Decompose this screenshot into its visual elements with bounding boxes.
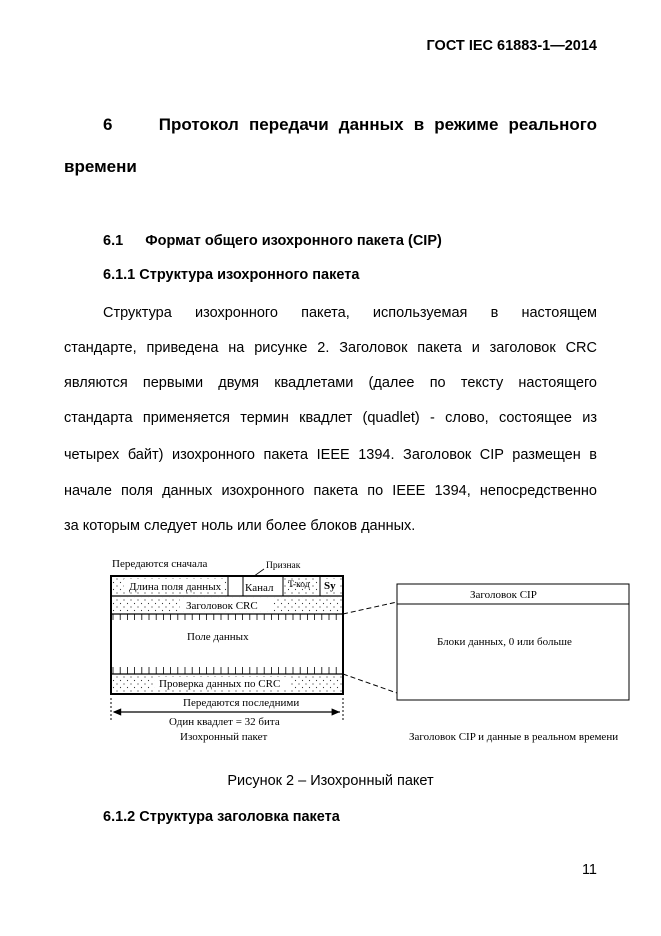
caption-right: Заголовок CIP и данные в реальном времени (409, 731, 619, 743)
sent-first-label: Передаются сначала (112, 558, 208, 570)
subsubsection-heading-1: 6.1.1 Структура изохронного пакета (103, 267, 360, 283)
paragraph-line: Структура изохронного пакета, используемая в настоящем (103, 305, 597, 321)
section-number: 6 (103, 115, 113, 134)
sy-field: Sy (324, 580, 336, 592)
subsubsection-heading-2: 6.1.2 Структура заголовка пакета (103, 809, 340, 825)
channel-field: Канал (245, 582, 274, 594)
data-length-field: Длина поля данных (129, 581, 222, 593)
section-heading-line2: времени (64, 157, 137, 176)
expand-line-bottom (343, 674, 397, 693)
section-title: Протокол передачи данных в режиме реального (158, 115, 597, 134)
tick-row-bottom (113, 667, 336, 674)
tag-label: Признак (266, 561, 301, 571)
paragraph-line: являются первыми двумя квадлетами (далее по тексту настоящего (64, 375, 597, 391)
figure-caption: Рисунок 2 – Изохронный пакет (227, 773, 434, 789)
paragraph-line: стандарте, приведена на рисунке 2. Заголовок пакета и заголовок CRC (64, 340, 597, 356)
expand-line-top (343, 602, 397, 614)
cip-header-label: Заголовок CIP (470, 589, 537, 601)
data-crc-label: Проверка данных по CRC (159, 678, 281, 690)
tcode-field: T-код (288, 580, 310, 590)
subsection-number: 6.1 (103, 233, 124, 249)
data-field-label: Поле данных (187, 631, 249, 643)
cip-blocks-label: Блоки данных, 0 или больше (437, 636, 572, 648)
caption-left: Изохронный пакет (180, 731, 268, 743)
standard-code: ГОСТ IEC 61883-1—2014 (426, 38, 597, 54)
paragraph-line: начале поля данных изохронного пакета по IEEE 1394, непосредственно (64, 483, 597, 499)
sent-last-label: Передаются последними (183, 697, 300, 709)
paragraph-line: стандарта применяется термин квадлет (quadlet) - слово, состоящее из (64, 410, 597, 426)
tick-row-top (113, 614, 336, 620)
paragraph-line: за которым следует ноль или более блоков данных. (64, 518, 416, 534)
paragraph-line: четырех байт) изохронного пакета IEEE 1394. Заголовок CIP размещен в (64, 447, 597, 463)
subsection-title: Формат общего изохронного пакета (CIP) (145, 233, 442, 249)
header-crc-label: Заголовок CRC (186, 600, 258, 612)
quadlet-label: Один квадлет = 32 бита (169, 716, 280, 728)
page-number: 11 (581, 862, 597, 878)
